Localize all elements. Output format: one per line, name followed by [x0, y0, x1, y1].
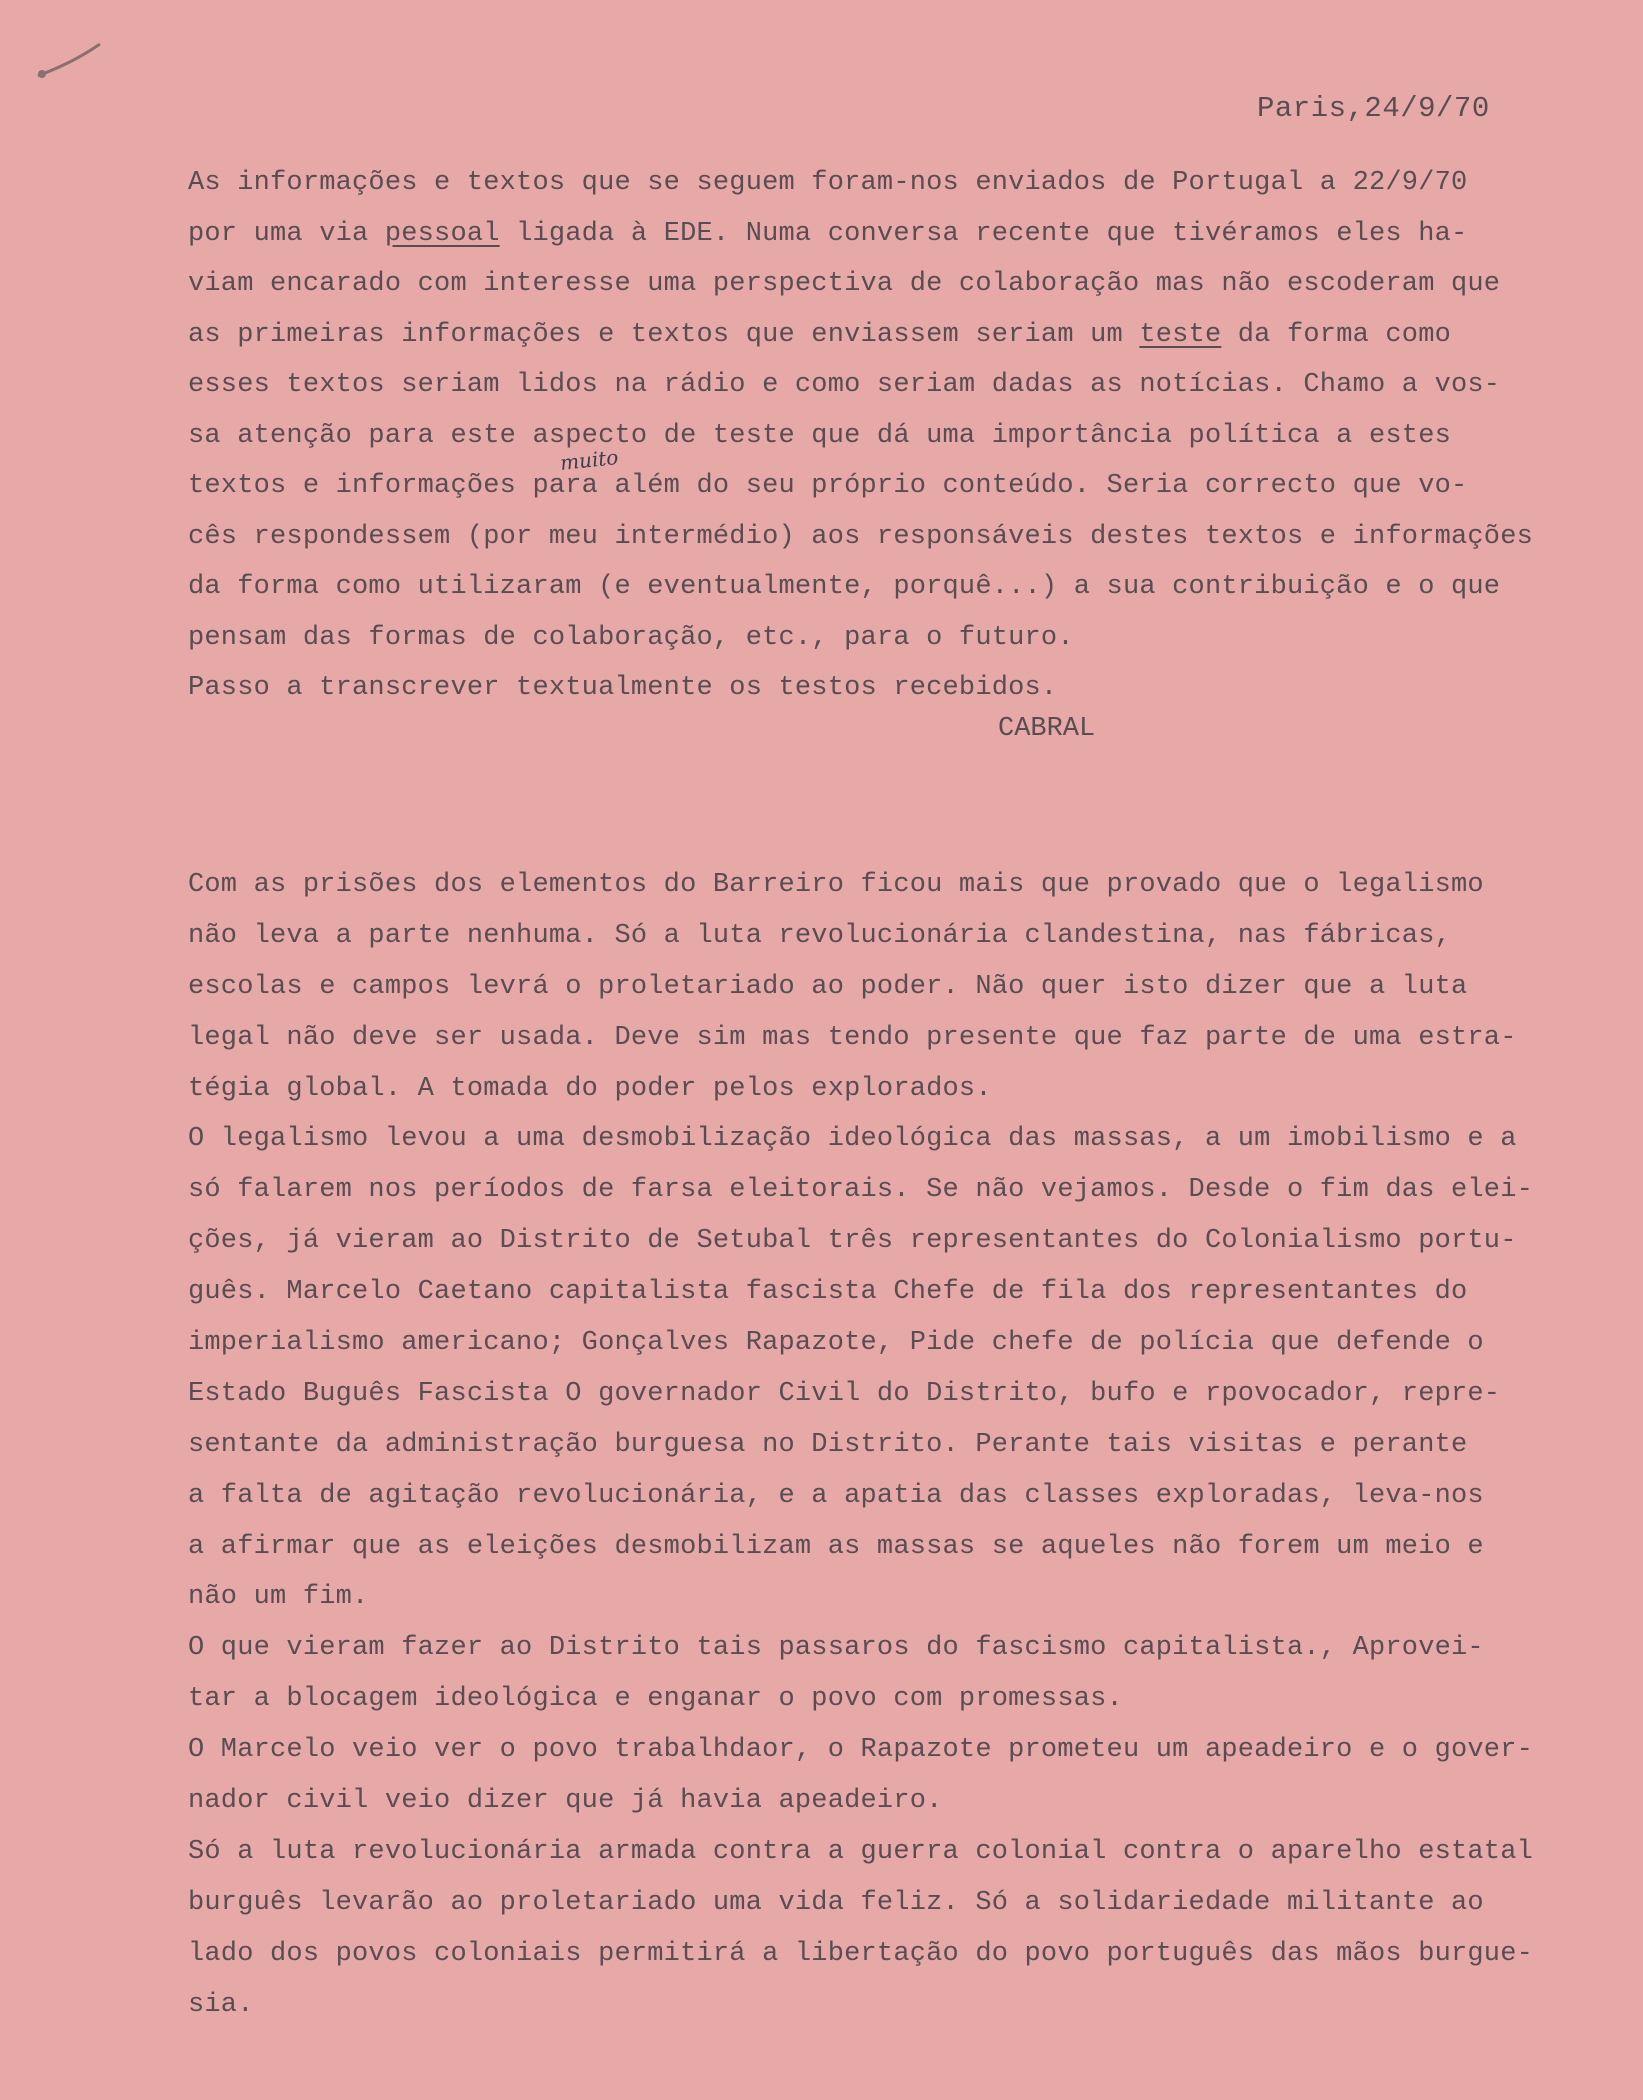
- body-line: lado dos povos coloniais permitirá a libertação do povo português das mãos burgue-: [188, 1938, 1534, 1969]
- underlined-word: pessoal: [384, 218, 500, 249]
- underlined-word: teste: [1139, 319, 1222, 350]
- intro-line: pensam das formas de colaboração, etc., para o futuro.: [188, 622, 1074, 653]
- dateline: Paris,24/9/70: [1257, 92, 1490, 125]
- signature: CABRAL: [998, 714, 1096, 744]
- body-line: Estado Buguês Fascista O governador Civil do Distrito, bufo e rpovocador, repre-: [188, 1378, 1501, 1409]
- body-line: Só a luta revolucionária armada contra a guerra colonial contra o aparelho estatal: [188, 1836, 1534, 1867]
- body-line: burguês levarão ao proletariado uma vida feliz. Só a solidariedade militante ao: [188, 1887, 1484, 1918]
- intro-line: esses textos seriam lidos na rádio e como seriam dadas as notícias. Chamo a vos-: [188, 370, 1501, 400]
- intro-line: da forma como utilizaram (e eventualmente, porquê...) a sua contribuição e o que: [188, 572, 1501, 602]
- body-line: a falta de agitação revolucionária, e a apatia das classes exploradas, leva-nos: [188, 1480, 1484, 1511]
- intro-paragraph: [188, 158, 1533, 714]
- body-line: só falarem nos períodos de farsa eleitorais. Se não vejamos. Desde o fim das elei-: [188, 1175, 1534, 1206]
- intro-line: viam encarado com interesse uma perspectiva de colaboração mas não escoderam que: [188, 269, 1501, 299]
- body-line: não um fim.: [188, 1582, 369, 1613]
- intro-line: sa atenção para este aspecto de teste que dá uma importância política a estes: [188, 420, 1452, 451]
- transcribed-text: [188, 860, 1533, 2030]
- pin-mark-icon: [34, 36, 106, 82]
- body-line: guês. Marcelo Caetano capitalista fascista Chefe de fila dos representantes do: [188, 1277, 1468, 1308]
- intro-line: as primeiras informações e textos que enviassem seriam um teste da forma como: [188, 319, 1452, 350]
- body-line: tégia global. A tomada do poder pelos explorados.: [188, 1073, 992, 1104]
- body-line: nador civil veio dizer que já havia apeadeiro.: [188, 1786, 943, 1817]
- intro-line: As informações e textos que se seguem foram-nos enviados de Portugal a 22/9/70: [188, 168, 1468, 198]
- body-line: escolas e campos levrá o proletariado ao poder. Não quer isto dizer que a luta: [188, 971, 1468, 1002]
- body-line: O legalismo levou a uma desmobilização ideológica das massas, a um imobilismo e a: [188, 1124, 1517, 1155]
- body-line: não leva a parte nenhuma. Só a luta revolucionária clandestina, nas fábricas,: [188, 920, 1452, 951]
- body-line: legal não deve ser usada. Deve sim mas tendo presente que faz parte de uma estra-: [188, 1022, 1517, 1053]
- body-line: ções, já vieram ao Distrito de Setubal três representantes do Colonialismo portu-: [188, 1226, 1517, 1257]
- intro-line: por uma via pessoal ligada à EDE. Numa conversa recente que tivéramos eles ha-: [188, 218, 1468, 249]
- handwritten-insertion: muito: [558, 445, 620, 475]
- intro-line: textos e informações para além do seu próprio conteúdo. Seria correcto que vo-: [188, 471, 1468, 501]
- body-line: O que vieram fazer ao Distrito tais passaros do fascismo capitalista., Aprovei-: [188, 1633, 1484, 1664]
- body-line: sia.: [188, 1989, 254, 2020]
- body-line: sentante da administração burguesa no Distrito. Perante tais visitas e perante: [188, 1429, 1468, 1460]
- body-line: imperialismo americano; Gonçalves Rapazote, Pide chefe de polícia que defende o: [188, 1328, 1484, 1359]
- body-line: O Marcelo veio ver o povo trabalhdaor, o Rapazote prometeu um apeadeiro e o gover-: [188, 1735, 1534, 1766]
- body-line: tar a blocagem ideológica e enganar o povo com promessas.: [188, 1684, 1123, 1715]
- body-line: Com as prisões dos elementos do Barreiro ficou mais que provado que o legalismo: [188, 870, 1484, 900]
- intro-line: cês respondessem (por meu intermédio) aos responsáveis destes textos e informações: [188, 521, 1534, 552]
- intro-line: Passo a transcrever textualmente os testos recebidos.: [188, 673, 1058, 703]
- body-line: a afirmar que as eleições desmobilizam as massas se aqueles não forem um meio e: [188, 1531, 1484, 1562]
